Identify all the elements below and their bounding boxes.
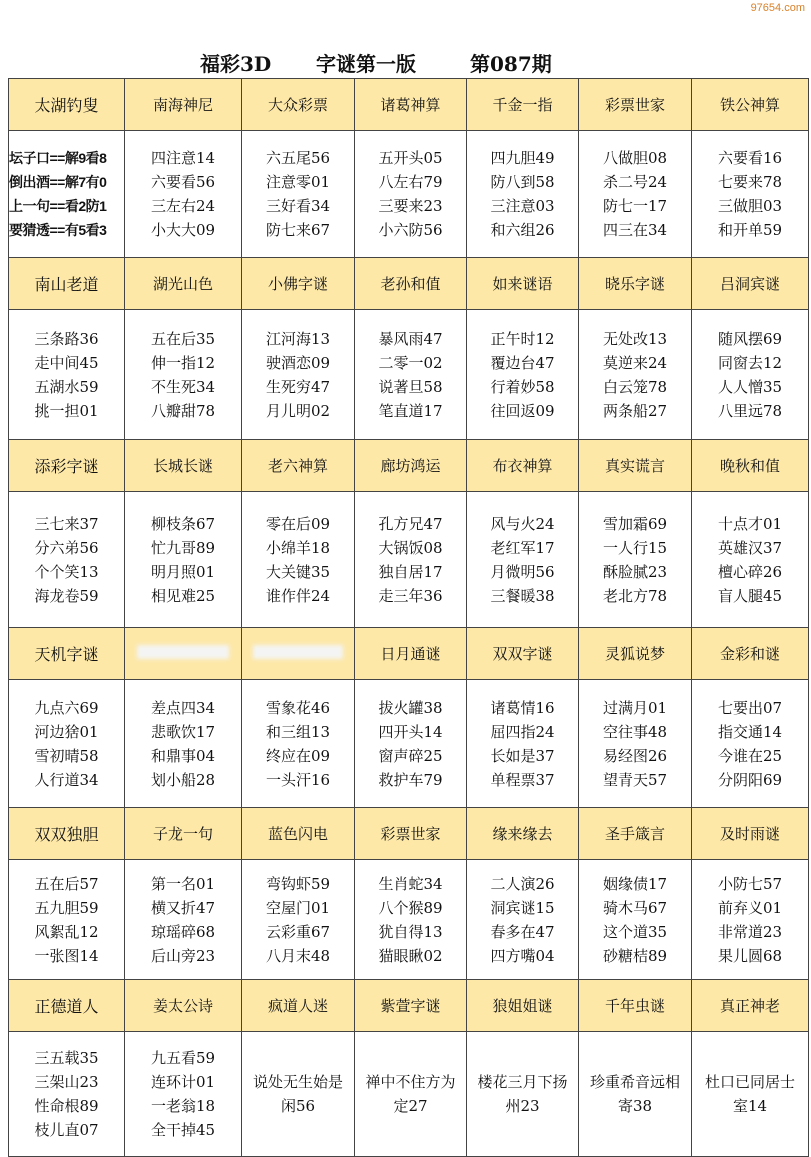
riddle-line: 人行道34	[34, 770, 99, 789]
riddle-line: 老北方78	[602, 586, 668, 605]
riddle-cell	[242, 860, 355, 980]
riddle-line: 六要看56	[150, 173, 216, 191]
riddle-line: 性命根89	[34, 1097, 99, 1115]
title-lottery-name: 福彩3D	[200, 52, 272, 76]
riddle-line: 和六组26	[490, 221, 555, 239]
section-body-row	[9, 680, 809, 808]
obscured-title-blur	[253, 645, 343, 659]
riddle-line: 三做胆03	[717, 197, 783, 215]
riddle-cell	[579, 492, 692, 628]
riddle-line: 春多在47	[490, 922, 555, 941]
riddle-line: 生肖蛇34	[378, 874, 443, 893]
riddle-line: 行着妙58	[490, 377, 555, 396]
riddle-line: 三好看34	[265, 197, 331, 215]
column-title: 金彩和谜	[692, 628, 809, 680]
riddle-line: 忙九哥89	[150, 538, 216, 557]
column-title: 及时雨谜	[692, 808, 809, 860]
riddle-line: 易经图26	[602, 746, 668, 765]
riddle-line: 五开头05	[378, 149, 443, 167]
riddle-line: 救护车79	[378, 770, 443, 789]
section-body-row	[9, 492, 809, 628]
riddle-line: 挑一担01	[34, 401, 99, 420]
riddle-line: 琼瑶碎68	[150, 922, 216, 941]
riddle-line: 不生死34	[150, 377, 216, 396]
riddle-line: 二人演26	[490, 874, 555, 893]
column-title: 老孙和值	[355, 258, 467, 310]
riddle-cell	[579, 860, 692, 980]
riddle-line: 和开单59	[717, 221, 783, 239]
riddle-cell	[9, 131, 125, 258]
riddle-line: 小六防56	[378, 221, 443, 239]
riddle-line: 柳枝条67	[150, 514, 216, 533]
riddle-line: 六要看16	[717, 149, 783, 167]
column-title: 铁公神算	[692, 79, 809, 131]
riddle-line: 风絮乱12	[34, 922, 99, 941]
riddle-line: 月儿明02	[265, 401, 331, 420]
riddle-line: 第一名01	[150, 874, 216, 893]
riddle-line: 小大大09	[150, 221, 216, 239]
riddle-line: 四三在34	[602, 221, 668, 239]
column-title: 真实谎言	[579, 440, 692, 492]
column-title: 圣手箴言	[579, 808, 692, 860]
riddle-cell	[467, 310, 579, 440]
riddle-cell	[242, 131, 355, 258]
site-watermark: 97654.com	[750, 2, 805, 14]
riddle-line: 盲人腿45	[717, 586, 783, 605]
column-title: 千金一指	[467, 79, 579, 131]
riddle-line: 正午时12	[490, 329, 555, 348]
riddle-line: 覆边台47	[490, 353, 555, 372]
riddle-line: 一人行15	[602, 538, 668, 557]
column-title: 天机字谜	[9, 628, 125, 680]
riddle-line: 悲歌饮17	[150, 722, 216, 741]
riddle-line: 窗声碎25	[378, 746, 443, 765]
riddle-cell	[467, 131, 579, 258]
column-title: 双双独胆	[9, 808, 125, 860]
section-body-row	[9, 131, 809, 258]
riddle-line: 暴风雨47	[378, 329, 443, 348]
section-header-row	[9, 258, 809, 310]
riddle-line: 果儿圆68	[717, 946, 783, 965]
riddle-cell	[355, 310, 467, 440]
riddle-line: 连环计01	[150, 1073, 216, 1091]
riddle-line: 大关键35	[265, 562, 331, 581]
column-title: 双双字谜	[467, 628, 579, 680]
riddle-cell	[242, 492, 355, 628]
riddle-cell	[355, 492, 467, 628]
riddle-line: 分六弟56	[34, 538, 99, 557]
riddle-line: 四注意14	[150, 149, 216, 167]
riddle-line: 三餐暖38	[490, 586, 555, 605]
riddle-line: 八里远78	[717, 401, 783, 420]
riddle-line: 月微明56	[490, 562, 555, 581]
riddle-table	[8, 78, 809, 1157]
riddle-line: 防七来67	[265, 221, 331, 239]
riddle-line: 三要来23	[378, 197, 443, 215]
riddle-line: 珍重希音远相寄38	[589, 1073, 680, 1115]
column-title: 晚秋和值	[692, 440, 809, 492]
riddle-line: 这个道35	[602, 922, 668, 941]
riddle-cell	[467, 492, 579, 628]
column-title: 晓乐字谜	[579, 258, 692, 310]
riddle-line: 防七一17	[602, 197, 668, 215]
riddle-cell	[692, 310, 809, 440]
section-header-row	[9, 79, 809, 131]
riddle-line: 大锅饭08	[378, 538, 443, 557]
column-title: 狼姐姐谜	[467, 980, 579, 1032]
riddle-line: 走中间45	[34, 353, 99, 372]
riddle-line: 个个笑13	[34, 562, 99, 581]
column-title: 湖光山色	[125, 258, 242, 310]
riddle-line: 楼花三月下扬州23	[477, 1073, 568, 1115]
riddle-line: 犹自得13	[378, 922, 443, 941]
riddle-cell	[242, 310, 355, 440]
riddle-cell	[9, 860, 125, 980]
riddle-line: 后山旁23	[150, 946, 216, 965]
riddle-line: 英雄汉37	[717, 538, 783, 557]
riddle-line: 白云笼78	[602, 377, 668, 396]
riddle-line: 九点六69	[34, 698, 99, 717]
riddle-line: 说著旦58	[378, 377, 443, 396]
riddle-line: 非常道23	[717, 922, 783, 941]
riddle-line: 差点四34	[150, 698, 216, 717]
column-title: 如来谜语	[467, 258, 579, 310]
riddle-line: 无处改13	[602, 329, 668, 348]
column-title: 吕洞宾谜	[692, 258, 809, 310]
riddle-line: 五湖水59	[34, 377, 99, 396]
column-title: 彩票世家	[579, 79, 692, 131]
riddle-line: 砂糖桔89	[602, 946, 668, 965]
riddle-line: 杜口已同居士室14	[704, 1073, 795, 1115]
column-title: 紫萱字谜	[355, 980, 467, 1032]
riddle-cell	[242, 1032, 355, 1157]
riddle-line: 二零一02	[378, 353, 443, 372]
column-title: 真正神老	[692, 980, 809, 1032]
riddle-line: 终应在09	[265, 746, 331, 765]
riddle-line: 洞宾谜15	[490, 898, 555, 917]
riddle-line: 两条船27	[602, 401, 668, 420]
riddle-line: 指交通14	[717, 722, 783, 741]
riddle-cell	[692, 680, 809, 808]
riddle-line: 猫眼瞅02	[378, 946, 443, 965]
riddle-line: 往回返09	[490, 401, 555, 420]
section-header-row	[9, 980, 809, 1032]
riddle-line: 檀心碎26	[717, 562, 783, 581]
riddle-line: 上一句==看2防1	[9, 198, 107, 214]
riddle-line: 和三组13	[265, 722, 331, 741]
column-title: 南山老道	[9, 258, 125, 310]
riddle-cell	[355, 680, 467, 808]
column-title: 南海神尼	[125, 79, 242, 131]
section-header-row	[9, 808, 809, 860]
riddle-cell	[125, 310, 242, 440]
column-title: 日月通谜	[355, 628, 467, 680]
riddle-cell	[9, 492, 125, 628]
riddle-line: 要猜透==有5看3	[9, 222, 107, 238]
riddle-line: 九五看59	[150, 1049, 216, 1067]
column-title: 正德道人	[9, 980, 125, 1032]
riddle-line: 明月照01	[150, 562, 216, 581]
riddle-line: 杀二号24	[602, 173, 668, 191]
column-title: 子龙一句	[125, 808, 242, 860]
column-title: 太湖钓叟	[9, 79, 125, 131]
page-title	[0, 48, 811, 74]
riddle-cell	[579, 131, 692, 258]
riddle-line: 一老翁18	[150, 1097, 216, 1115]
column-title: 千年虫谜	[579, 980, 692, 1032]
riddle-cell	[125, 131, 242, 258]
section-body-row	[9, 1032, 809, 1157]
riddle-cell	[125, 492, 242, 628]
section-header-row	[9, 440, 809, 492]
riddle-line: 空屋门01	[265, 898, 331, 917]
riddle-line: 雪初晴58	[34, 746, 99, 765]
riddle-line: 孔方兄47	[378, 514, 443, 533]
riddle-line: 五九胆59	[34, 898, 99, 917]
riddle-line: 三条路36	[34, 329, 99, 348]
riddle-line: 四方嘴04	[490, 946, 555, 965]
riddle-line: 今谁在25	[717, 746, 783, 765]
riddle-line: 八瓣甜78	[150, 401, 216, 420]
riddle-cell	[692, 860, 809, 980]
riddle-cell	[579, 1032, 692, 1157]
column-title-obscured	[125, 628, 242, 680]
riddle-line: 八月末48	[265, 946, 331, 965]
riddle-line: 枝儿直07	[34, 1121, 99, 1139]
riddle-cell	[242, 680, 355, 808]
riddle-line: 前弃义01	[717, 898, 783, 917]
riddle-line: 分阴阳69	[717, 770, 783, 789]
column-title: 缘来缘去	[467, 808, 579, 860]
riddle-cell	[467, 680, 579, 808]
riddle-line: 横又折47	[150, 898, 216, 917]
section-header-row	[9, 628, 809, 680]
title-issue-number: 第087期	[470, 52, 552, 76]
riddle-line: 三架山23	[34, 1073, 99, 1091]
column-title: 布衣神算	[467, 440, 579, 492]
riddle-line: 一张图14	[34, 946, 99, 965]
column-title: 小佛字谜	[242, 258, 355, 310]
riddle-cell	[125, 1032, 242, 1157]
riddle-line: 海龙卷59	[34, 586, 99, 605]
riddle-cell	[355, 131, 467, 258]
riddle-line: 诸葛情16	[490, 698, 555, 717]
riddle-line: 姻缘债17	[602, 874, 668, 893]
riddle-line: 空往事48	[602, 722, 668, 741]
riddle-line: 望青天57	[602, 770, 668, 789]
riddle-line: 生死穷47	[265, 377, 331, 396]
riddle-cell	[9, 310, 125, 440]
column-title: 廊坊鸿运	[355, 440, 467, 492]
riddle-line: 河边猞01	[34, 722, 99, 741]
riddle-line: 小绵羊18	[265, 538, 331, 557]
column-title: 彩票世家	[355, 808, 467, 860]
riddle-cell	[692, 1032, 809, 1157]
column-title: 长城长谜	[125, 440, 242, 492]
riddle-cell	[355, 1032, 467, 1157]
riddle-cell	[467, 860, 579, 980]
riddle-line: 弯钩虾59	[265, 874, 331, 893]
riddle-line: 笔直道17	[378, 401, 443, 420]
riddle-line: 风与火24	[490, 514, 555, 533]
riddle-cell	[9, 680, 125, 808]
riddle-line: 注意零01	[265, 173, 331, 191]
column-title: 姜太公诗	[125, 980, 242, 1032]
riddle-line: 老红军17	[490, 538, 555, 557]
riddle-line: 三左右24	[150, 197, 216, 215]
riddle-cell	[692, 492, 809, 628]
riddle-line: 全干掉45	[150, 1121, 216, 1139]
column-title-obscured	[242, 628, 355, 680]
riddle-line: 十点才01	[717, 514, 783, 533]
riddle-line: 伸一指12	[150, 353, 216, 372]
riddle-line: 雪象花46	[265, 698, 331, 717]
riddle-line: 八做胆08	[602, 149, 668, 167]
riddle-cell	[467, 1032, 579, 1157]
column-title: 老六神算	[242, 440, 355, 492]
riddle-line: 人人憎35	[717, 377, 783, 396]
riddle-line: 谁作伴24	[265, 586, 331, 605]
riddle-line: 倒出酒==解7有0	[9, 174, 107, 190]
riddle-line: 云彩重67	[265, 922, 331, 941]
riddle-line: 长如是37	[490, 746, 555, 765]
riddle-line: 五在后35	[150, 329, 216, 348]
riddle-line: 莫逆来24	[602, 353, 668, 372]
riddle-line: 说处无生始是闲56	[252, 1073, 343, 1115]
riddle-cell	[9, 1032, 125, 1157]
column-title: 添彩字谜	[9, 440, 125, 492]
riddle-line: 单程票37	[490, 770, 555, 789]
riddle-line: 七要出07	[717, 698, 783, 717]
riddle-line: 坛子口==解9看8	[9, 150, 107, 166]
riddle-line: 四九胆49	[490, 149, 555, 167]
riddle-line: 四开头14	[378, 722, 443, 741]
riddle-line: 拔火罐38	[378, 698, 443, 717]
riddle-line: 雪加霜69	[602, 514, 668, 533]
riddle-line: 七要来78	[717, 173, 783, 191]
riddle-cell	[125, 680, 242, 808]
riddle-cell	[579, 680, 692, 808]
riddle-line: 划小船28	[150, 770, 216, 789]
column-title: 蓝色闪电	[242, 808, 355, 860]
riddle-line: 和鼎事04	[150, 746, 216, 765]
riddle-line: 骑木马67	[602, 898, 668, 917]
column-title: 大众彩票	[242, 79, 355, 131]
riddle-line: 八个猴89	[378, 898, 443, 917]
riddle-cell	[125, 860, 242, 980]
riddle-line: 零在后09	[265, 514, 331, 533]
riddle-line: 禅中不住方为定27	[365, 1073, 456, 1115]
riddle-line: 一头汗16	[265, 770, 331, 789]
obscured-title-blur	[137, 645, 230, 659]
riddle-cell	[579, 310, 692, 440]
riddle-line: 五在后57	[34, 874, 99, 893]
riddle-cell	[355, 860, 467, 980]
riddle-line: 相见难25	[150, 586, 216, 605]
riddle-line: 酥脸腻23	[602, 562, 668, 581]
column-title: 诸葛神算	[355, 79, 467, 131]
riddle-line: 八左右79	[378, 173, 443, 191]
riddle-line: 驶酒恋09	[265, 353, 331, 372]
title-edition: 字谜第一版	[316, 52, 416, 76]
riddle-line: 随风摆69	[717, 329, 783, 348]
riddle-line: 防八到58	[490, 173, 555, 191]
riddle-line: 走三年36	[378, 586, 443, 605]
riddle-line: 独自居17	[378, 562, 443, 581]
riddle-line: 三七来37	[34, 514, 99, 533]
column-title: 疯道人迷	[242, 980, 355, 1032]
column-title: 灵狐说梦	[579, 628, 692, 680]
riddle-line: 小防七57	[717, 874, 783, 893]
riddle-line: 三五载35	[34, 1049, 99, 1067]
riddle-line: 三注意03	[490, 197, 555, 215]
riddle-line: 屈四指24	[490, 722, 555, 741]
riddle-line: 六五尾56	[265, 149, 331, 167]
section-body-row	[9, 310, 809, 440]
section-body-row	[9, 860, 809, 980]
riddle-line: 江河海13	[265, 329, 331, 348]
riddle-cell	[692, 131, 809, 258]
riddle-line: 同窗去12	[717, 353, 783, 372]
riddle-line: 过满月01	[602, 698, 668, 717]
